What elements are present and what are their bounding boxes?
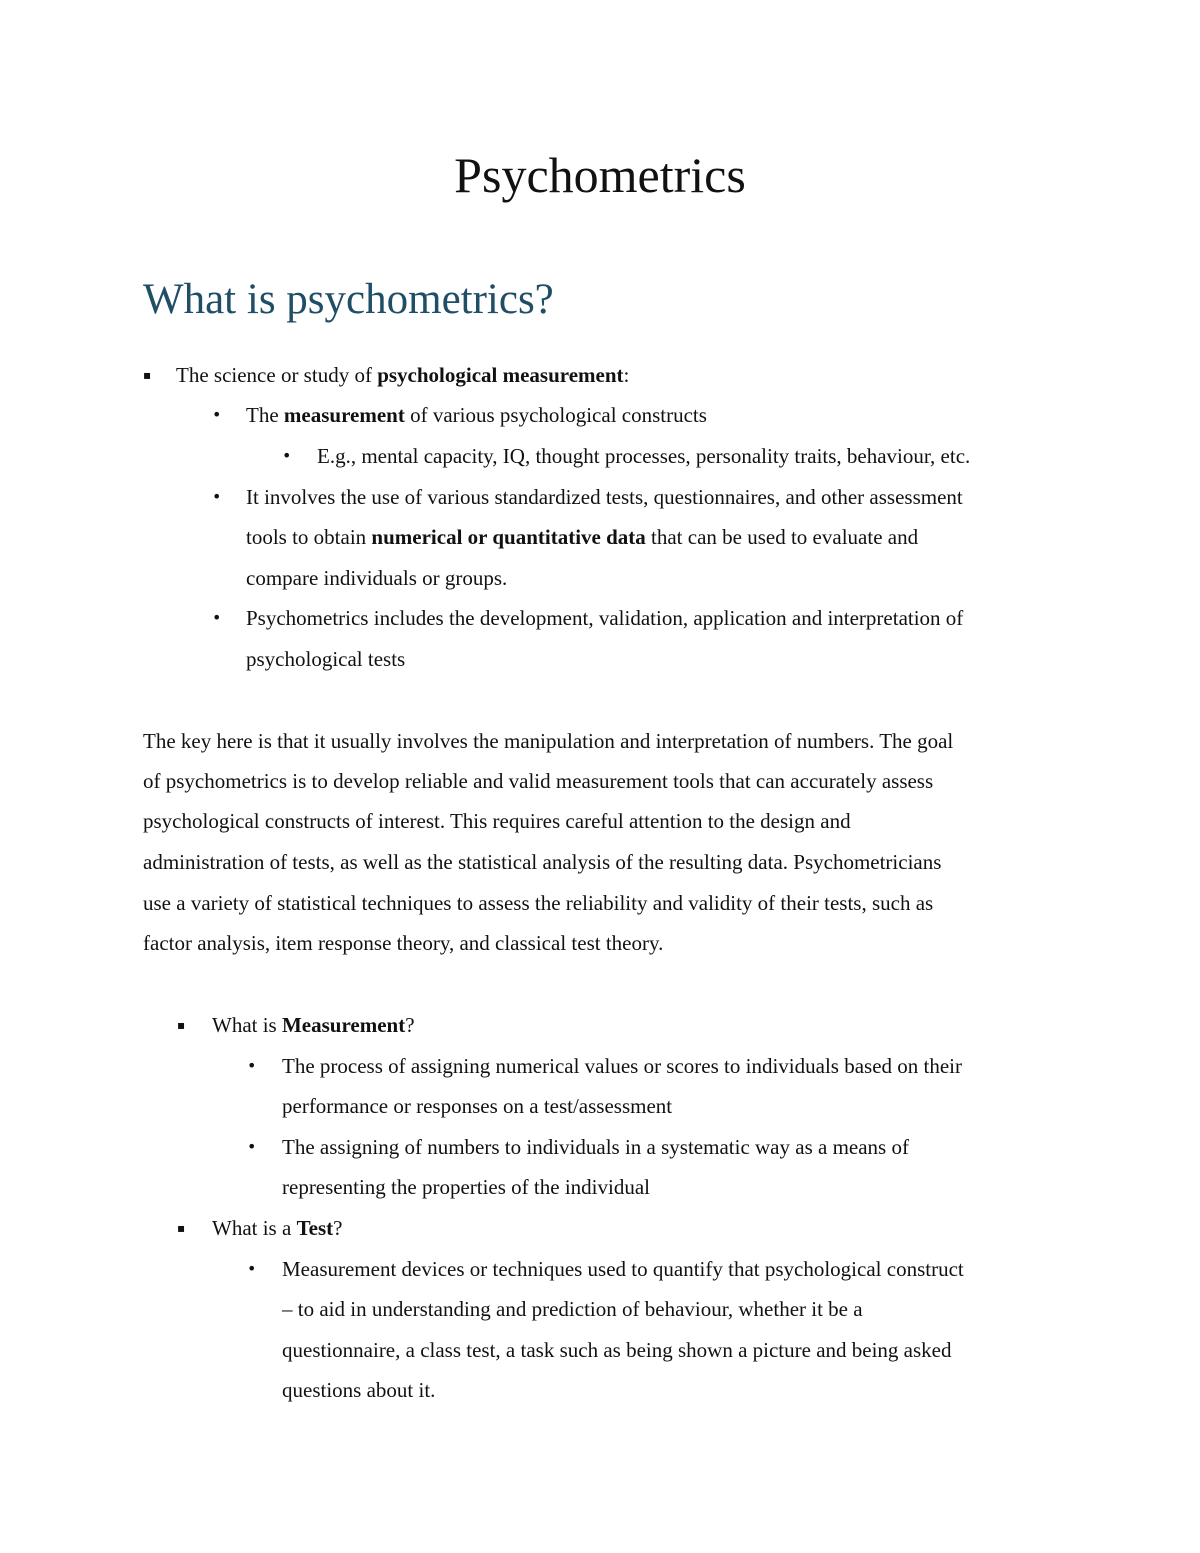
dot-bullet-icon: •	[212, 405, 222, 424]
paragraph-line: administration of tests, as well as the statistical analysis of the resulting data. Psychometricians	[143, 850, 942, 874]
document-title: Psychometrics	[454, 147, 746, 203]
paragraph-line: psychological constructs of interest. This requires careful attention to the design and	[143, 809, 851, 833]
section-heading: What is psychometrics?	[143, 276, 554, 323]
test-definition-line: questionnaire, a class test, a task such as being shown a picture and being asked	[282, 1338, 952, 1362]
sub-bullet-line: It involves the use of various standardized tests, questionnaires, and other assessment	[246, 485, 963, 509]
dot-bullet-icon: •	[247, 1137, 257, 1156]
paragraph-line: of psychometrics is to develop reliable and valid measurement tools that can accurately assess	[143, 769, 934, 793]
test-definition-line: Measurement devices or techniques used to quantify that psychological construct	[282, 1257, 964, 1281]
measurement-definition-line: representing the properties of the individual	[282, 1175, 650, 1199]
test-definition-line: – to aid in understanding and prediction of behaviour, whether it be a	[282, 1297, 863, 1321]
question-text: What is a	[212, 1216, 297, 1240]
sub-bullet-text: The	[246, 403, 284, 427]
sub-bullet-text: tools to obtain	[246, 525, 372, 549]
dot-bullet-icon: •	[247, 1259, 257, 1278]
question-bold-text: Test	[296, 1216, 334, 1240]
dot-bullet-icon: •	[212, 608, 222, 627]
question-text: ?	[405, 1013, 415, 1037]
sub-bullet-text: of various psychological constructs	[404, 403, 707, 427]
test-question	[212, 1208, 342, 1248]
measurement-definition-line: The assigning of numbers to individuals in a systematic way as a means of	[282, 1135, 909, 1159]
bullet-text: :	[623, 363, 630, 387]
square-bullet-icon: ▪	[177, 1221, 186, 1235]
square-bullet-icon: ▪	[143, 368, 152, 382]
measurement-definition-line: performance or responses on a test/assessment	[282, 1094, 673, 1118]
sub-bullet-line: Psychometrics includes the development, validation, application and interpretation of	[246, 606, 964, 630]
question-bold-text: Measurement	[281, 1013, 406, 1037]
dot-bullet-icon: •	[247, 1056, 257, 1075]
dot-bullet-icon: •	[282, 446, 292, 465]
paragraph-line: The key here is that it usually involves the manipulation and interpretation of numbers. The goal	[143, 729, 954, 753]
sub-bullet-bold-text: numerical or quantitative data	[371, 525, 646, 549]
sub-bullet-line: psychological tests	[246, 647, 406, 671]
example-bullet: E.g., mental capacity, IQ, thought processes, personality traits, behaviour, etc.	[317, 444, 971, 468]
dot-bullet-icon: •	[212, 487, 222, 506]
bullet-definition	[176, 355, 629, 395]
measurement-definition-line: The process of assigning numerical values or scores to individuals based on their	[282, 1054, 962, 1078]
sub-bullet-line	[246, 517, 918, 557]
sub-bullet-bold-text: measurement	[283, 403, 405, 427]
bullet-bold-text: psychological measurement	[377, 363, 624, 387]
paragraph-line: use a variety of statistical techniques to assess the reliability and validity of their tests, such as	[143, 891, 934, 915]
sub-bullet-measurement	[246, 395, 707, 435]
bullet-text: The science or study of	[176, 363, 378, 387]
measurement-question	[212, 1005, 415, 1045]
question-text: ?	[333, 1216, 343, 1240]
sub-bullet-line: compare individuals or groups.	[246, 566, 508, 590]
paragraph-line: factor analysis, item response theory, and classical test theory.	[143, 931, 664, 955]
test-definition-line: questions about it.	[282, 1378, 436, 1402]
question-text: What is	[212, 1013, 282, 1037]
sub-bullet-text: that can be used to evaluate and	[645, 525, 919, 549]
square-bullet-icon: ▪	[177, 1018, 186, 1032]
